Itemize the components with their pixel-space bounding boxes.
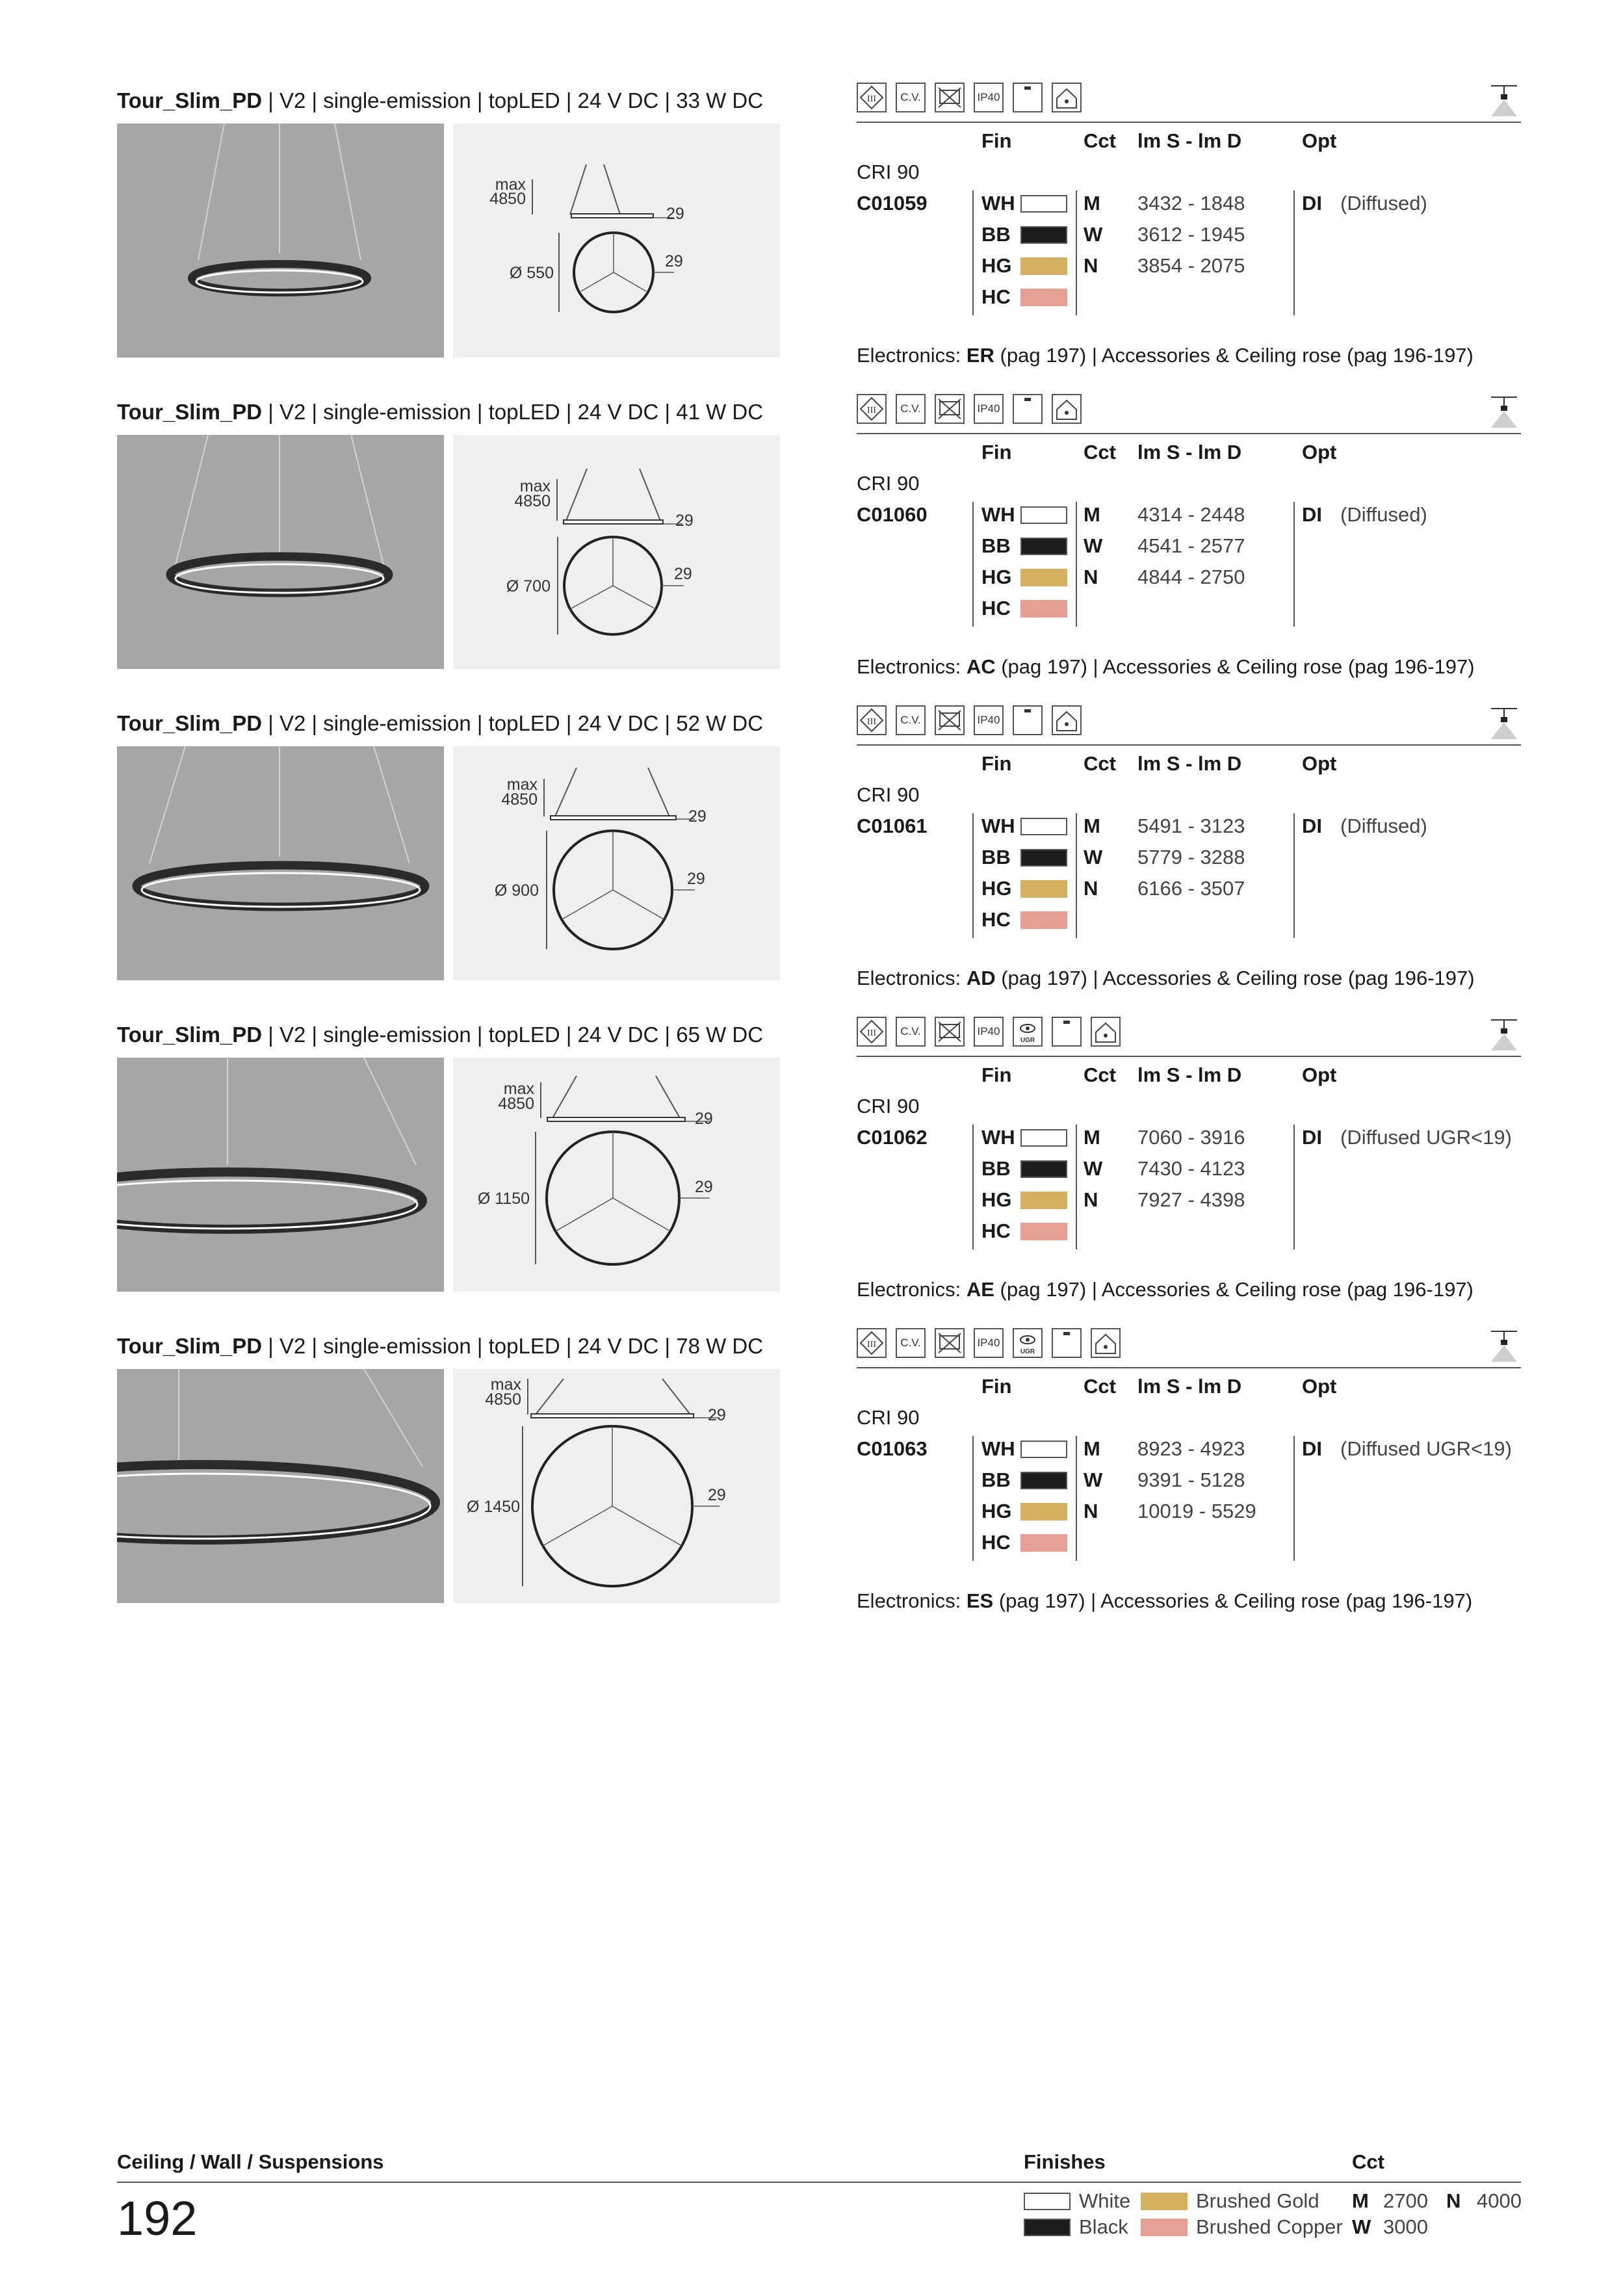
table-row (0, 907, 1623, 938)
top-dim: 29 (688, 807, 707, 826)
finish-swatch-gold (1020, 880, 1067, 898)
electronics-note (857, 654, 1475, 680)
class-text: III (867, 406, 876, 415)
finishes-title: Finishes (1024, 2150, 1106, 2173)
finish-swatch-black (1020, 1160, 1067, 1178)
cct-n: N (1446, 2189, 1461, 2212)
electronics-rest: (pag 197) | Accessories & Ceiling rose (pag 196-197) (994, 344, 1474, 367)
optic-code: DI (1302, 1126, 1322, 1149)
table-row (0, 1187, 1623, 1218)
table-rule (857, 433, 1521, 434)
finish-swatch-gold (1020, 1503, 1067, 1520)
table-row (0, 813, 1623, 844)
lumen-value: 8923 - 4923 (1137, 1437, 1245, 1460)
finish-code: HC (981, 908, 1011, 931)
side-dim: 29 (674, 565, 692, 583)
product-block (0, 1333, 1623, 1645)
ip-text: IP40 (977, 402, 1000, 415)
max-label: max (503, 1080, 534, 1098)
legend-swatch-white (1024, 2193, 1071, 2210)
ugr-text: UGR (1020, 1037, 1035, 1044)
optic-code: DI (1302, 192, 1322, 215)
lumen-value: 6166 - 3507 (1137, 877, 1245, 900)
product-spec: | V2 | single-emission | topLED | 24 V DC | 78 W DC (262, 1334, 764, 1358)
table-row (0, 222, 1623, 253)
product-spec: | V2 | single-emission | topLED | 24 V DC | 41 W DC (262, 400, 764, 424)
legend-swatch-black (1024, 2219, 1071, 2236)
cv-icon (896, 705, 926, 735)
finish-code: HG (981, 566, 1012, 588)
cct-code: W (1084, 1157, 1103, 1180)
ip40-icon (974, 1017, 1004, 1047)
product-name: Tour_Slim_PD (117, 1023, 263, 1047)
cv-text: C.V. (900, 91, 921, 103)
finish-code: HC (981, 1531, 1011, 1554)
cct-m: M (1352, 2189, 1369, 2212)
table-row (0, 1436, 1623, 1467)
product-name: Tour_Slim_PD (117, 400, 263, 424)
ip40-icon (974, 83, 1004, 112)
ugr-text: UGR (1020, 1348, 1035, 1355)
col-opt: Opt (1302, 441, 1337, 463)
electronics-rest: (pag 197) | Accessories & Ceiling rose (pag 196-197) (993, 1589, 1473, 1612)
cct-code: N (1084, 566, 1098, 588)
cct-m-value: 2700 (1383, 2189, 1428, 2212)
footer-rule (117, 2182, 1521, 2183)
col-lumens: lm S - lm D (1137, 752, 1242, 775)
finish-code: HC (981, 597, 1011, 620)
electronics-rest: (pag 197) | Accessories & Ceiling rose (pag 196-197) (995, 655, 1475, 678)
electronics-label: Electronics: (857, 1278, 967, 1301)
finish-code: WH (981, 192, 1015, 215)
legend-black: Black (1079, 2215, 1128, 2238)
product-spec: | V2 | single-emission | topLED | 24 V DC | 65 W DC (262, 1023, 764, 1047)
article-code: C01059 (857, 192, 928, 215)
electronics-label: Electronics: (857, 967, 967, 989)
finish-code: HG (981, 1500, 1012, 1522)
side-dim: 29 (708, 1486, 726, 1504)
finish-code: HG (981, 1188, 1012, 1211)
side-dim: 29 (695, 1178, 713, 1196)
finish-code: HG (981, 877, 1012, 900)
cct-code: M (1084, 1437, 1100, 1460)
legend-swatch-gold (1141, 2193, 1188, 2210)
finish-swatch-gold (1020, 257, 1067, 275)
max-value: 4850 (485, 1390, 521, 1409)
product-name: Tour_Slim_PD (117, 711, 263, 735)
finish-code: HC (981, 285, 1011, 308)
electronics-code: AD (966, 967, 996, 989)
cv-icon (896, 1017, 926, 1047)
optic-description: (Diffused UGR<19) (1340, 1126, 1512, 1149)
electronics-note (857, 343, 1474, 369)
finish-swatch-black (1020, 1472, 1067, 1489)
optic-code: DI (1302, 815, 1322, 837)
product-block (0, 88, 1623, 400)
finish-swatch-copper (1020, 289, 1067, 306)
table-rule (857, 744, 1521, 746)
class-iii-icon (857, 1017, 887, 1047)
cct-code: N (1084, 1500, 1098, 1522)
class-text: III (867, 1340, 876, 1350)
max-value: 4850 (498, 1095, 534, 1113)
article-code: C01061 (857, 815, 928, 837)
lumen-value: 7430 - 4123 (1137, 1157, 1245, 1180)
lumen-value: 3432 - 1848 (1137, 192, 1245, 215)
table-row (0, 284, 1623, 315)
cct-code: N (1084, 877, 1098, 900)
no-cover-icon (935, 394, 965, 424)
class-iii-icon (857, 83, 887, 112)
lumen-value: 4844 - 2750 (1137, 566, 1245, 588)
table-row (0, 533, 1623, 564)
cri: CRI 90 (857, 783, 920, 806)
finish-swatch-white (1020, 506, 1067, 524)
col-lumens: lm S - lm D (1137, 1375, 1242, 1398)
ip-text: IP40 (977, 91, 1000, 103)
finish-code: BB (981, 534, 1011, 557)
cv-text: C.V. (900, 1025, 921, 1037)
lumen-value: 3854 - 2075 (1137, 254, 1245, 277)
finish-code: BB (981, 1468, 1011, 1491)
table-row (0, 1467, 1623, 1498)
product-block (0, 711, 1623, 1023)
cct-n-value: 4000 (1477, 2189, 1522, 2212)
electronics-note (857, 1588, 1472, 1614)
top-dim: 29 (695, 1110, 713, 1128)
class-iii-icon (857, 705, 887, 735)
no-cover-icon (935, 1328, 965, 1358)
ugr-eye-icon (1013, 1328, 1043, 1358)
max-value: 4850 (489, 190, 526, 208)
cri: CRI 90 (857, 1095, 920, 1117)
lumen-value: 5779 - 3288 (1137, 846, 1245, 868)
cct-code: M (1084, 503, 1100, 526)
suspension-lamp-icon (1488, 83, 1520, 119)
col-opt: Opt (1302, 1375, 1337, 1398)
table-row (0, 253, 1623, 284)
optic-code: DI (1302, 503, 1322, 526)
cv-icon (896, 394, 926, 424)
max-label: max (506, 776, 538, 794)
col-lumens: lm S - lm D (1137, 1063, 1242, 1086)
finish-swatch-copper (1020, 911, 1067, 929)
diameter-label: Ø 1450 (466, 1498, 520, 1516)
optic-description: (Diffused) (1340, 503, 1427, 526)
indoor-use-icon (1091, 1328, 1121, 1358)
product-title (117, 1022, 763, 1048)
finish-swatch-copper (1020, 1534, 1067, 1552)
cct-title: Cct (1352, 2150, 1384, 2173)
ceiling-mount-icon (1052, 1017, 1082, 1047)
indoor-use-icon (1052, 394, 1082, 424)
table-row (0, 844, 1623, 876)
optic-code: DI (1302, 1437, 1322, 1460)
product-title (117, 88, 763, 114)
finish-code: WH (981, 1126, 1015, 1149)
lumen-value: 7927 - 4398 (1137, 1188, 1245, 1211)
ceiling-mount-icon (1013, 705, 1043, 735)
ip-text: IP40 (977, 1025, 1000, 1037)
col-fin: Fin (981, 129, 1012, 152)
top-dim: 29 (666, 205, 684, 223)
cv-text: C.V. (900, 714, 921, 726)
indoor-use-icon (1052, 705, 1082, 735)
electronics-note (857, 965, 1475, 991)
product-title (117, 1333, 763, 1359)
article-code: C01060 (857, 503, 928, 526)
diameter-label: Ø 550 (509, 264, 554, 282)
electronics-label: Electronics: (857, 1589, 967, 1612)
class-text: III (867, 1028, 876, 1038)
col-fin: Fin (981, 441, 1012, 463)
lumen-value: 7060 - 3916 (1137, 1126, 1245, 1149)
cv-text: C.V. (900, 1337, 921, 1349)
no-cover-icon (935, 83, 965, 112)
finish-swatch-gold (1020, 1192, 1067, 1209)
table-rule (857, 1367, 1521, 1368)
cv-text: C.V. (900, 402, 921, 415)
product-block (0, 1022, 1623, 1334)
optic-description: (Diffused) (1340, 815, 1427, 837)
side-dim: 29 (665, 252, 683, 270)
no-cover-icon (935, 1017, 965, 1047)
finish-swatch-gold (1020, 569, 1067, 586)
side-dim: 29 (687, 870, 705, 888)
lumen-value: 9391 - 5128 (1137, 1468, 1245, 1491)
ip40-icon (974, 394, 1004, 424)
cri: CRI 90 (857, 1406, 920, 1429)
table-row (0, 190, 1623, 222)
electronics-label: Electronics: (857, 655, 967, 678)
table-row (0, 1125, 1623, 1156)
finish-swatch-white (1020, 1129, 1067, 1147)
finish-code: BB (981, 1157, 1011, 1180)
ip40-icon (974, 1328, 1004, 1358)
lumen-value: 3612 - 1945 (1137, 223, 1245, 246)
table-row (0, 564, 1623, 595)
finish-code: HG (981, 254, 1012, 277)
optic-description: (Diffused) (1340, 192, 1427, 215)
article-code: C01062 (857, 1126, 928, 1149)
cri: CRI 90 (857, 161, 920, 183)
cct-code: N (1084, 254, 1098, 277)
suspension-lamp-icon (1488, 1328, 1520, 1364)
col-cct: Cct (1084, 129, 1116, 152)
ip-text: IP40 (977, 1337, 1000, 1349)
finish-swatch-white (1020, 1441, 1067, 1458)
electronics-code: ER (966, 344, 994, 367)
cct-w-value: 3000 (1383, 2215, 1428, 2238)
class-iii-icon (857, 394, 887, 424)
lumen-value: 10019 - 5529 (1137, 1500, 1256, 1522)
legend-gold: Brushed Gold (1196, 2189, 1319, 2212)
table-rule (857, 122, 1521, 123)
table-row (0, 1218, 1623, 1249)
table-rule (857, 1056, 1521, 1057)
table-row (0, 502, 1623, 533)
max-value: 4850 (514, 492, 551, 510)
table-row (0, 1156, 1623, 1187)
finish-code: BB (981, 223, 1011, 246)
finish-code: HC (981, 1220, 1011, 1242)
finish-swatch-white (1020, 195, 1067, 213)
class-text: III (867, 717, 876, 727)
finish-code: WH (981, 815, 1015, 837)
table-row (0, 595, 1623, 627)
col-opt: Opt (1302, 1063, 1337, 1086)
cct-code: N (1084, 1188, 1098, 1211)
table-row (0, 1498, 1623, 1530)
indoor-use-icon (1091, 1017, 1121, 1047)
legend-copper: Brushed Copper (1196, 2215, 1343, 2238)
class-text: III (867, 94, 876, 104)
cct-code: W (1084, 1468, 1103, 1491)
finish-code: BB (981, 846, 1011, 868)
col-fin: Fin (981, 752, 1012, 775)
suspension-lamp-icon (1488, 705, 1520, 742)
max-value: 4850 (501, 790, 538, 809)
article-code: C01063 (857, 1437, 928, 1460)
ip40-icon (974, 705, 1004, 735)
max-label: max (490, 1376, 521, 1394)
cct-code: M (1084, 192, 1100, 215)
cv-icon (896, 83, 926, 112)
suspension-lamp-icon (1488, 394, 1520, 430)
table-row (0, 876, 1623, 907)
electronics-rest: (pag 197) | Accessories & Ceiling rose (pag 196-197) (995, 967, 1475, 989)
finish-swatch-copper (1020, 1223, 1067, 1240)
indoor-use-icon (1052, 83, 1082, 112)
col-fin: Fin (981, 1063, 1012, 1086)
finish-swatch-black (1020, 538, 1067, 555)
no-cover-icon (935, 705, 965, 735)
col-fin: Fin (981, 1375, 1012, 1398)
product-title (117, 399, 763, 425)
ceiling-mount-icon (1052, 1328, 1082, 1358)
col-cct: Cct (1084, 1375, 1116, 1398)
col-opt: Opt (1302, 129, 1337, 152)
lumen-value: 4314 - 2448 (1137, 503, 1245, 526)
diameter-label: Ø 700 (506, 577, 551, 595)
finish-swatch-white (1020, 818, 1067, 835)
finish-swatch-copper (1020, 600, 1067, 618)
ip-text: IP40 (977, 714, 1000, 726)
cct-code: W (1084, 534, 1103, 557)
product-block (0, 399, 1623, 711)
finish-swatch-black (1020, 226, 1067, 244)
page-number: 192 (117, 2191, 198, 2245)
max-label: max (519, 477, 551, 495)
electronics-code: AC (966, 655, 996, 678)
electronics-code: AE (966, 1278, 994, 1301)
table-row (0, 1530, 1623, 1561)
col-lumens: lm S - lm D (1137, 441, 1242, 463)
cri: CRI 90 (857, 472, 920, 495)
cct-code: M (1084, 1126, 1100, 1149)
cct-code: W (1084, 223, 1103, 246)
optic-description: (Diffused UGR<19) (1340, 1437, 1512, 1460)
col-lumens: lm S - lm D (1137, 129, 1242, 152)
suspension-lamp-icon (1488, 1017, 1520, 1053)
lumen-value: 4541 - 2577 (1137, 534, 1245, 557)
section-title: Ceiling / Wall / Suspensions (117, 2150, 384, 2173)
col-cct: Cct (1084, 441, 1116, 463)
legend-white: White (1079, 2189, 1131, 2212)
legend-swatch-copper (1141, 2219, 1188, 2236)
ceiling-mount-icon (1013, 394, 1043, 424)
max-label: max (495, 176, 526, 194)
diameter-label: Ø 1150 (477, 1190, 530, 1208)
electronics-note (857, 1277, 1474, 1303)
electronics-rest: (pag 197) | Accessories & Ceiling rose (pag 196-197) (994, 1278, 1474, 1301)
finish-code: WH (981, 503, 1015, 526)
product-name: Tour_Slim_PD (117, 1334, 263, 1358)
ugr-eye-icon (1013, 1017, 1043, 1047)
finish-code: WH (981, 1437, 1015, 1460)
top-dim: 29 (675, 512, 694, 530)
cct-code: W (1084, 846, 1103, 868)
product-title (117, 711, 763, 737)
top-dim: 29 (708, 1406, 726, 1424)
product-spec: | V2 | single-emission | topLED | 24 V DC | 33 W DC (262, 88, 764, 112)
cv-icon (896, 1328, 926, 1358)
col-cct: Cct (1084, 1063, 1116, 1086)
finish-swatch-black (1020, 849, 1067, 867)
product-name: Tour_Slim_PD (117, 88, 263, 112)
diameter-label: Ø 900 (494, 881, 539, 900)
class-iii-icon (857, 1328, 887, 1358)
lumen-value: 5491 - 3123 (1137, 815, 1245, 837)
ceiling-mount-icon (1013, 83, 1043, 112)
cct-code: M (1084, 815, 1100, 837)
col-cct: Cct (1084, 752, 1116, 775)
electronics-code: ES (966, 1589, 994, 1612)
product-spec: | V2 | single-emission | topLED | 24 V DC | 52 W DC (262, 711, 764, 735)
col-opt: Opt (1302, 752, 1337, 775)
electronics-label: Electronics: (857, 344, 967, 367)
cct-w: W (1352, 2215, 1371, 2238)
